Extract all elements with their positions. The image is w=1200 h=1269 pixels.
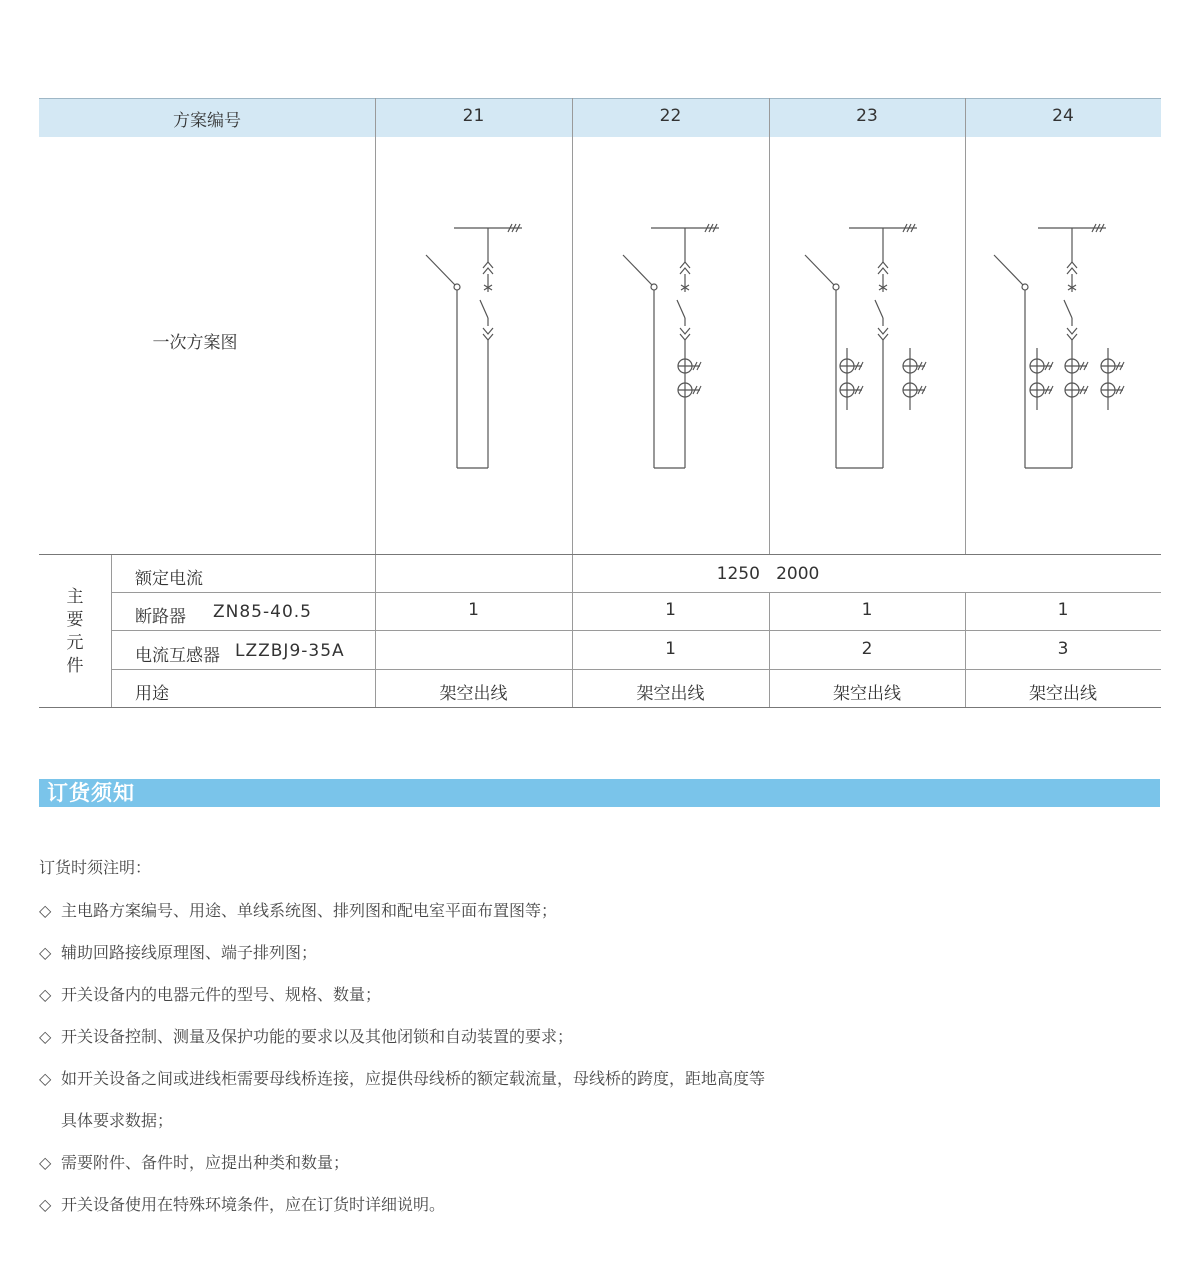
diamond-bullet-icon: ◇ (39, 1153, 52, 1172)
breaker-count-23: 1 (861, 600, 873, 620)
header-scheme-24: 24 (1052, 106, 1074, 126)
usage-21: 架空出线 (439, 684, 508, 704)
row-divider (111, 592, 1161, 593)
main-components-label-2: 要 (66, 610, 84, 630)
diamond-bullet-icon: ◇ (39, 943, 52, 962)
main-components-label-4: 件 (66, 656, 84, 676)
ct-model: LZZBJ9-35A (235, 641, 345, 661)
diamond-bullet-icon: ◇ (39, 1027, 52, 1046)
notice-item: ◇ 开关设备控制、测量及保护功能的要求以及其他闭锁和自动装置的要求； (39, 1027, 574, 1046)
ct-count-22: 1 (665, 639, 676, 659)
header-scheme-number-label: 方案编号 (173, 111, 241, 131)
notice-item: ◇ 开关设备使用在特殊环境条件，应在订货时详细说明。 (39, 1195, 446, 1214)
row-divider (111, 630, 1161, 631)
ordering-notice-banner (39, 779, 1160, 807)
ordering-notice-intro: 订货时须注明： (39, 858, 152, 877)
breaker-label: 断路器 (135, 607, 186, 627)
diamond-bullet-icon: ◇ (39, 1069, 52, 1088)
scheme-21-diagram (426, 224, 522, 468)
breaker-model: ZN85-40.5 (213, 602, 312, 622)
rated-current-label: 额定电流 (135, 569, 203, 589)
diamond-bullet-icon: ◇ (39, 1195, 52, 1214)
ordering-notice-title: 订货须知 (47, 781, 135, 805)
ct-label: 电流互感器 (135, 646, 220, 666)
breaker-count-21: 1 (468, 600, 479, 620)
diamond-bullet-icon: ◇ (39, 985, 52, 1004)
usage-23: 架空出线 (833, 684, 901, 704)
header-scheme-22: 22 (659, 106, 682, 126)
row-divider (111, 669, 1161, 670)
header-scheme-21: 21 (462, 106, 485, 126)
notice-item: ◇ 辅助回路接线原理图、端子排列图； (39, 943, 318, 962)
scheme-22-diagram (623, 224, 719, 468)
main-components-label-3: 元 (66, 633, 84, 653)
header-scheme-23: 23 (856, 106, 878, 126)
breaker-count-22: 1 (665, 600, 676, 620)
rated-current-value: 1250 2000 (716, 564, 820, 584)
single-line-diagrams (0, 0, 1200, 560)
breaker-count-24: 1 (1057, 600, 1069, 620)
row-divider (39, 707, 1161, 708)
scheme-23-diagram (805, 224, 926, 468)
ct-count-23: 2 (861, 639, 873, 659)
usage-24: 架空出线 (1029, 684, 1097, 704)
notice-item: ◇ 需要附件、备件时，应提出种类和数量； (39, 1153, 350, 1172)
notice-item-continuation: 具体要求数据； (61, 1111, 174, 1130)
notice-item: ◇ 如开关设备之间或进线柜需要母线桥连接，应提供母线桥的额定载流量，母线桥的跨度，距地高度等 (39, 1069, 766, 1088)
diagram-row-label: 一次方案图 (152, 333, 238, 353)
usage-22: 架空出线 (636, 684, 705, 704)
notice-item: ◇ 主电路方案编号、用途、单线系统图、排列图和配电室平面布置图等； (39, 901, 558, 920)
side-label-divider (111, 554, 112, 708)
scheme-24-diagram (994, 224, 1124, 468)
usage-label: 用途 (135, 684, 169, 704)
diamond-bullet-icon: ◇ (39, 901, 52, 920)
notice-item: ◇ 开关设备内的电器元件的型号、规格、数量； (39, 985, 382, 1004)
main-components-label-1: 主 (66, 587, 84, 607)
ct-count-24: 3 (1057, 639, 1069, 659)
